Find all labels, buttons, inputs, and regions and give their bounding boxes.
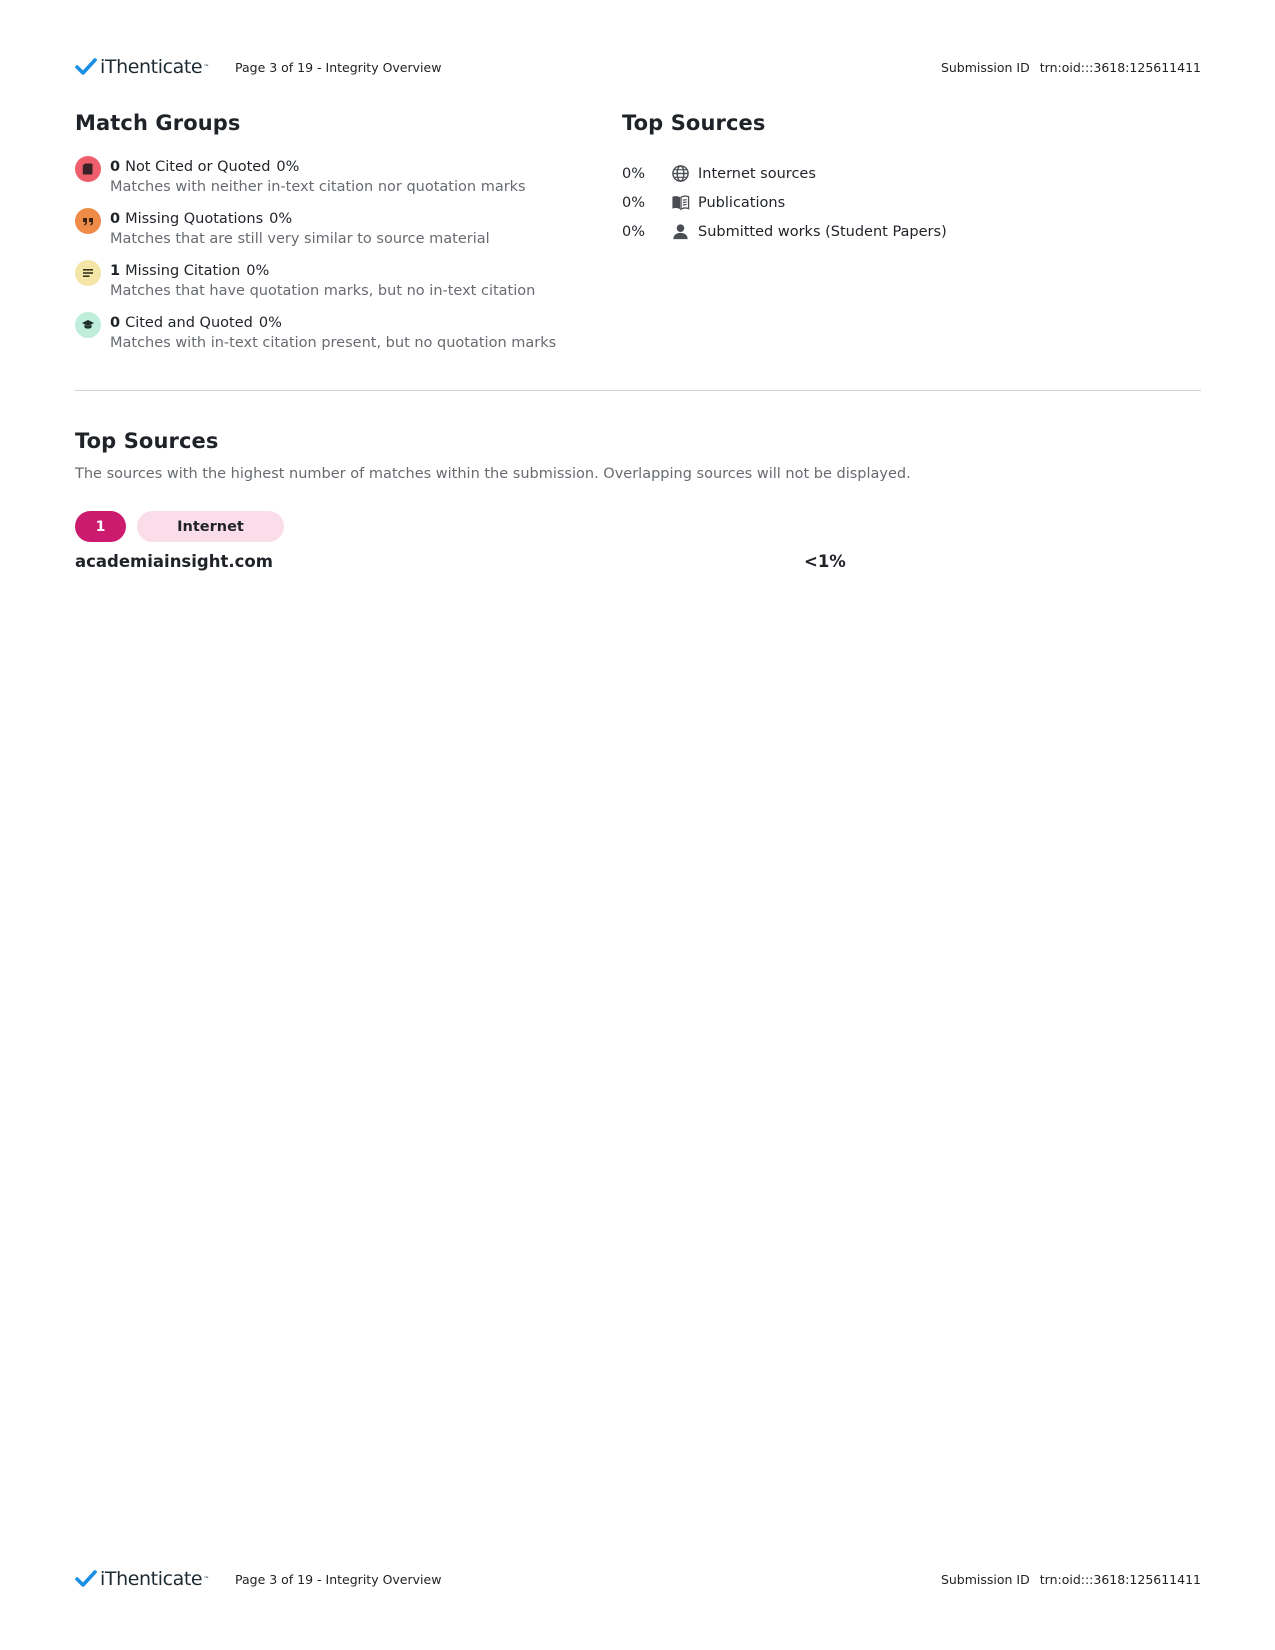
group-percent: 0% — [276, 159, 300, 175]
top-sources-summary-title: Top Sources — [622, 111, 766, 135]
source-type-percent: 0% — [622, 194, 646, 211]
submission-label: Submission ID — [940, 1571, 1030, 1587]
section-divider — [75, 390, 1201, 391]
group-label: Not Cited or Quoted — [125, 159, 271, 175]
group-count: 0 — [110, 211, 121, 227]
quote-icon — [75, 208, 101, 234]
group-description: Matches that have quotation marks, but no in-text citation — [110, 283, 536, 299]
match-group-item — [75, 209, 595, 261]
top-sources-summary — [622, 159, 1142, 246]
ithenticate-logo — [75, 56, 235, 78]
source-rank-badge: 1 — [75, 511, 126, 542]
logo-text: iThenticate — [100, 1568, 203, 1590]
page-info: Page 3 of 19 - Integrity Overview — [235, 1571, 442, 1587]
source-type-badge: Internet — [137, 511, 284, 542]
submission-info — [941, 60, 1201, 75]
source-type-label: Internet sources — [698, 165, 816, 182]
person-icon — [669, 221, 691, 243]
page-footer — [75, 1567, 1201, 1591]
ithenticate-logo — [75, 1568, 235, 1590]
book-icon — [669, 192, 691, 214]
check-icon — [75, 58, 97, 76]
page-header — [75, 55, 1201, 79]
logo-tm: ™ — [203, 63, 210, 71]
globe-icon — [669, 163, 691, 185]
group-count: 0 — [110, 315, 121, 331]
match-group-item — [75, 157, 595, 209]
group-description: Matches with neither in-text citation nor quotation marks — [110, 179, 526, 195]
submission-info — [941, 1572, 1201, 1587]
group-label: Missing Citation — [125, 263, 241, 279]
group-description: Matches with in-text citation present, but no quotation marks — [110, 335, 557, 351]
source-type-row — [622, 188, 1142, 217]
group-percent: 0% — [269, 211, 293, 227]
match-group-item — [75, 261, 595, 313]
match-groups-title: Match Groups — [75, 111, 241, 135]
source-percent: <1% — [804, 552, 846, 571]
citation-icon — [75, 260, 101, 286]
source-type-row — [622, 159, 1142, 188]
source-name-link[interactable]: academiainsight.com — [75, 552, 273, 571]
group-percent: 0% — [258, 315, 282, 331]
source-type-percent: 0% — [622, 165, 646, 182]
submission-label: Submission ID — [940, 59, 1030, 75]
top-sources-description: The sources with the highest number of matches within the submission. Overlapping sources will not be displayed. — [75, 466, 911, 482]
group-count: 1 — [110, 263, 121, 279]
source-type-label: Publications — [698, 194, 786, 211]
source-type-label: Submitted works (Student Papers) — [698, 223, 947, 240]
not-cited-icon — [75, 156, 101, 182]
match-groups-list — [75, 157, 595, 365]
submission-id: trn:oid:::3618:125611411 — [1039, 59, 1201, 75]
top-sources-title: Top Sources — [75, 429, 219, 453]
logo-text: iThenticate — [100, 56, 203, 78]
match-group-item — [75, 313, 595, 365]
group-percent: 0% — [246, 263, 270, 279]
logo-tm: ™ — [203, 1575, 210, 1583]
source-type-percent: 0% — [622, 223, 646, 240]
check-icon — [75, 1570, 97, 1588]
group-count: 0 — [110, 159, 121, 175]
graduation-cap-icon — [75, 312, 101, 338]
source-type-row — [622, 217, 1142, 246]
group-label: Missing Quotations — [125, 211, 264, 227]
group-description: Matches that are still very similar to source material — [110, 231, 490, 247]
submission-id: trn:oid:::3618:125611411 — [1039, 1571, 1201, 1587]
group-label: Cited and Quoted — [125, 315, 253, 331]
page-info: Page 3 of 19 - Integrity Overview — [235, 59, 442, 75]
